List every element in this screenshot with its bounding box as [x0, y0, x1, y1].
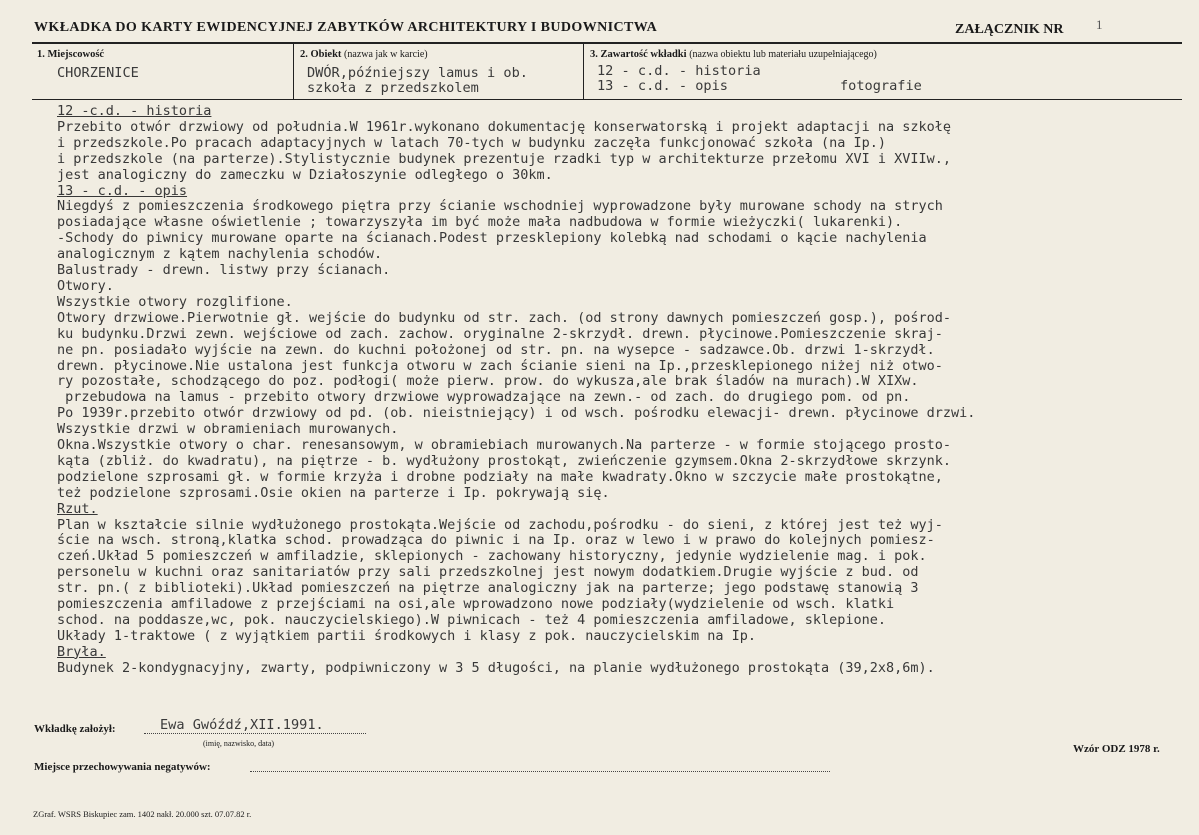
founded-value: Ewa Gwóźdź,XII.1991.: [160, 717, 324, 733]
section-heading: 12 -c.d. - historia: [57, 103, 212, 119]
body-line: przebudowa na lamus - przebito otwory drzwiowe wyprowadzające na zewn.- od zach. do drugiego pom. od pn.: [57, 389, 911, 406]
body-line: analogicznym z kątem nachylenia schodów.: [57, 246, 383, 263]
body-line: Budynek 2-kondygnacyjny, zwarty, podpiwniczony w 3 5 długości, na planie wydłużonego prostokąta (39,2x8,6m).: [57, 659, 935, 676]
founded-hint: (imię, nazwisko, data): [203, 739, 275, 748]
locality-value: CHORZENICE: [57, 65, 139, 81]
form-model: Wzór ODZ 1978 r.: [1073, 743, 1160, 755]
storage-dotline: [250, 771, 830, 772]
body-line: podzielone szprosami gł. w formie krzyża i drobne podziały na małe kwadraty.Okno w szczycie małe prostokątne,: [57, 468, 943, 485]
body-line: ku budynku.Drzwi zewn. wejściowe od zach. zachow. oryginalne 2-skrzydł. drewn. płycinowe.Pomieszczenie skraj-: [57, 325, 943, 342]
section-heading: Rzut.: [57, 500, 98, 517]
body-line: Niegdyś z pomieszczenia środkowego piętra przy ścianie wschodniej wyprowadzone były murowane schody na strych: [57, 198, 943, 215]
body-line: i przedszkole (na parterze).Stylistycznie budynek prezentuje rzadki typ w architekturze przełomu XVI i XVIIw.,: [57, 150, 952, 167]
body-line: Otwory.: [57, 277, 114, 294]
body-line: ście na wsch. stroną,klatka schod. prowadząca do piwnic i na Ip. oraz w lewo i w prawo do kolejnych pomiesz-: [57, 532, 935, 549]
body-line: personelu w kuchni oraz sanitariatów przy sali przedszkolnej jest nowym dodatkiem.Drugie wyjście z bud. od: [57, 564, 919, 581]
body-line: Wszystkie drzwi w obramieniach murowanych.: [57, 421, 399, 438]
contents-hint: (nazwa obiektu lub materiału uzupełniającego): [689, 49, 877, 60]
object-value-line-2: szkoła z przedszkolem: [307, 80, 479, 96]
storage-label: Miejsce przechowywania negatywów:: [34, 761, 211, 773]
body-line: Po 1939r.przebito otwór drzwiowy od pd. (ob. nieistniejący) i od wsch. pośrodku elewacji- drewn. płycinowe drzwi.: [57, 405, 976, 422]
body-line: schod. na poddasze,wc, pok. nauczycielskiego).W piwnicach - też 4 pomieszczenia amfiladowe, sklepione.: [57, 612, 887, 628]
section-heading: Bryła.: [57, 643, 106, 660]
body-line: str. pn.( z biblioteki).Układ pomieszczeń na piętrze analogiczny jak na parterze; jego podstawę stanowią 3: [57, 580, 919, 597]
contents-value-photos: fotografie: [840, 78, 922, 94]
columns-rule: [32, 99, 1182, 100]
body-line: też podzielone szprosami.Osie okien na parterze i Ip. pokrywają się.: [57, 484, 610, 501]
contents-label: 3. Zawartość wkładki (nazwa obiektu lub materiału uzupełniającego): [590, 49, 877, 60]
body-line: czeń.Układ 5 pomieszczeń w amfiladzie, sklepionych - zachowany historyczny, jedynie wydzielenie mag. i pok.: [57, 548, 927, 565]
contents-value-line-1: 12 - c.d. - historia: [597, 63, 761, 79]
body-line: i przedszkole.Po pracach adaptacyjnych w latach 70-tych w budynku zaczęła funkcjonować szkoła (na Ip.): [57, 134, 887, 151]
body-line: Wszystkie otwory rozglifione.: [57, 293, 293, 310]
body-line: drewn. płycinowe.Nie ustalona jest funkcja otworu w zach ścianie sieni na Ip.,przesklepionego niżej niż otwo-: [57, 357, 943, 374]
locality-label: 1. Miejscowość: [37, 49, 105, 60]
body-line: Balustrady - drewn. listwy przy ścianach.: [57, 262, 391, 279]
body-line: posiadające własne oświetlenie ; towarzyszyła im być może mała nadbudowa w formie wieżyczki( lukarenki).: [57, 214, 903, 231]
contents-value-line-2: 13 - c.d. - opis: [597, 78, 728, 94]
body-line: ne pn. posiadało wyjście na zewn. do kuchni położonej od str. pn. na wysepce - sadzawce.Ob. drzwi 1-skrzydł.: [57, 341, 935, 358]
founded-label: Wkładkę założył:: [34, 723, 116, 735]
body-line: kąta (zbliż. do kwadratu), na piętrze - b. wydłużony prostokąt, zwieńczenie gzymsem.Okna 2-skrzydłowe skrzynk.: [57, 452, 952, 469]
header-rule: [32, 42, 1182, 44]
founded-dotline: [144, 733, 366, 734]
column-divider-1: [293, 43, 294, 99]
body-text: [57, 104, 975, 677]
form-title: WKŁADKA DO KARTY EWIDENCYJNEJ ZABYTKÓW ARCHITEKTURY I BUDOWNICTWA: [34, 20, 658, 35]
body-line: ry pozostałe, schodzącego do poz. podłogi( może pierw. prow. do wykusza,ale brak śladów na murach).W XIXw.: [57, 373, 919, 390]
body-line: Układy 1-traktowe ( z wyjątkiem partii środkowych i klasy z pok. nauczycielskim na Ip.: [57, 627, 756, 644]
body-line: pomieszczenia amfiladowe z przejściami na osi,ale wprowadzono nowe podziały(wydzielenie od wsch. klatki: [57, 596, 895, 613]
body-line: Okna.Wszystkie otwory o char. renesansowym, w obramiebiach murowanych.Na parterze - w formie stojącego prosto-: [57, 437, 952, 454]
column-divider-2: [583, 43, 584, 99]
body-line: jest analogiczny do zameczku w Działoszynie odległego o 30km.: [57, 166, 553, 183]
body-line: Przebito otwór drzwiowy od południa.W 1961r.wykonano dokumentację konserwatorską i projekt adaptacji na szkołę: [57, 118, 952, 135]
object-hint: (nazwa jak w karcie): [344, 49, 428, 60]
print-info: ZGraf. WSRS Biskupiec zam. 1402 nakł. 20.000 szt. 07.07.82 r.: [33, 809, 252, 819]
annex-number: 1: [1096, 17, 1103, 32]
body-line: Otwory drzwiowe.Pierwotnie gł. wejście do budynku od str. zach. (od strony dawnych pomieszczeń gosp.), pośrod-: [57, 309, 952, 326]
body-line: Plan w kształcie silnie wydłużonego prostokąta.Wejście od zachodu,pośrodku - do sieni, z której jest też wyj-: [57, 516, 943, 533]
object-value-line-1: DWÓR,późniejszy lamus i ob.: [307, 65, 528, 81]
object-label: 2. Obiekt (nazwa jak w karcie): [300, 49, 428, 60]
section-heading: 13 - c.d. - opis: [57, 182, 188, 199]
body-line: -Schody do piwnicy murowane oparte na ścianach.Podest przesklepiony kolebką nad schodami o kącie nachylenia: [57, 230, 927, 247]
annex-label: ZAŁĄCZNIK NR: [955, 22, 1064, 37]
